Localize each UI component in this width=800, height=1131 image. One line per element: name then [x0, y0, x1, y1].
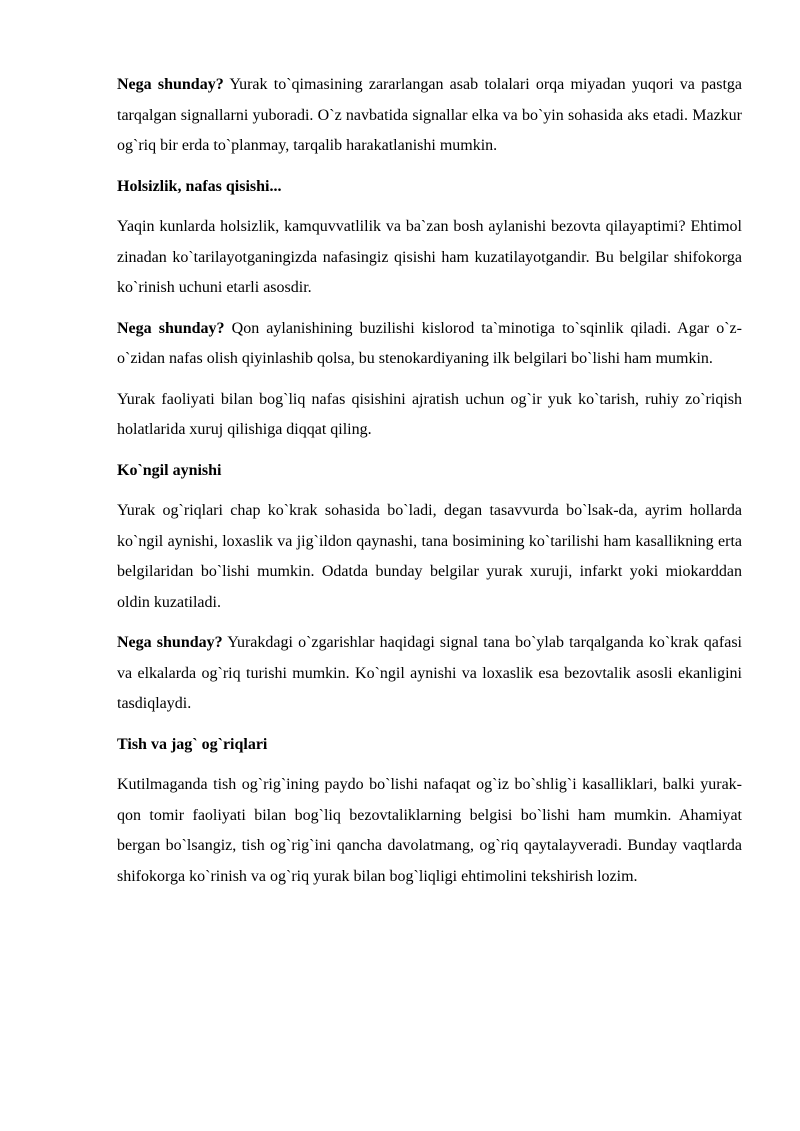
paragraph-3 [117, 314, 742, 375]
paragraph-lead: Nega shunday? [117, 319, 225, 337]
paragraph-text: Kutilmaganda tish og`rig`ining paydo bo`lishi nafaqat og`iz bo`shlig`i kasalliklari, balki yurak-qon tomir faoliyati bilan bog`liq bezovtaliklarning belgisi bo`lishi ham mumkin. Ahamiyat bergan bo`lsangiz, tish og`rig`ini qancha davolatmang, og`riq qaytalayveradi. Bunday vaqtlarda shifokorga ko`rinish va og`riq yurak bilan bog`liqligi ehtimolini tekshirish lozim. [117, 776, 742, 885]
paragraph-text: Yurak to`qimasining zararlangan asab tolalari orqa miyadan yuqori va pastga tarqalgan signallarni yuboradi. O`z navbatida signallar elka va bo`yin sohasida aks etadi. Mazkur og`riq bir erda to`planmay, tarqalib harakatlanishi mumkin. [117, 76, 743, 154]
heading-kongil-aynishi: Ko`ngil aynishi [117, 461, 222, 479]
document-page [117, 70, 742, 902]
paragraph-5 [117, 496, 742, 618]
paragraph-lead: Nega shunday? [117, 76, 224, 93]
paragraph-lead: Nega shunday? [117, 634, 223, 651]
paragraph-4 [117, 385, 742, 446]
paragraph-7 [117, 770, 742, 892]
paragraph-text: Yurak og`riqlari chap ko`krak sohasida bo`ladi, degan tasavvurda bo`lsak-da, ayrim hollarda ko`ngil aynishi, loxaslik va jig`ildon qaynashi, tana bosimining ko`tarilishi ham kasallikning erta belgilaridan bo`lishi mumkin. Odatda bunday belgilar yurak xuruji, infarkt yoki miokarddan oldin kuzatiladi. [117, 502, 742, 611]
heading-tish-va-jag: Tish va jag` og`riqlari [117, 735, 268, 753]
paragraph-6 [117, 628, 742, 720]
paragraph-text: Yurak faoliyati bilan bog`liq nafas qisishini ajratish uchun og`ir yuk ko`tarish, ruhiy zo`riqish holatlarida xuruj qilishiga diqqat qiling. [117, 390, 742, 438]
paragraph-text: Qon aylanishining buzilishi kislorod ta`minotiga to`sqinlik qiladi. Agar o`z-o`zidan nafas olish qiyinlashib qolsa, bu stenokardiyaning ilk belgilari bo`lishi ham mumkin. [117, 319, 742, 367]
heading-holsizlik: Holsizlik, nafas qisishi... [117, 177, 282, 195]
paragraph-text: Yaqin kunlarda holsizlik, kamquvvatlilik va ba`zan bosh aylanishi bezovta qilayaptimi? Ehtimol zinadan ko`tarilayotganingizda nafasingiz qisishi ham kuzatilayotgandir. Bu belgilar shifokorga ko`rinish uchuni etarli asosdir. [117, 218, 742, 296]
paragraph-1 [117, 70, 742, 162]
paragraph-2 [117, 212, 742, 304]
paragraph-text: Yurakdagi o`zgarishlar haqidagi signal tana bo`ylab tarqalganda ko`krak qafasi va elkalarda og`riq turishi mumkin. Ko`ngil aynishi va loxaslik esa bezovtalik asosli ekanligini tasdiqlaydi. [117, 634, 742, 712]
